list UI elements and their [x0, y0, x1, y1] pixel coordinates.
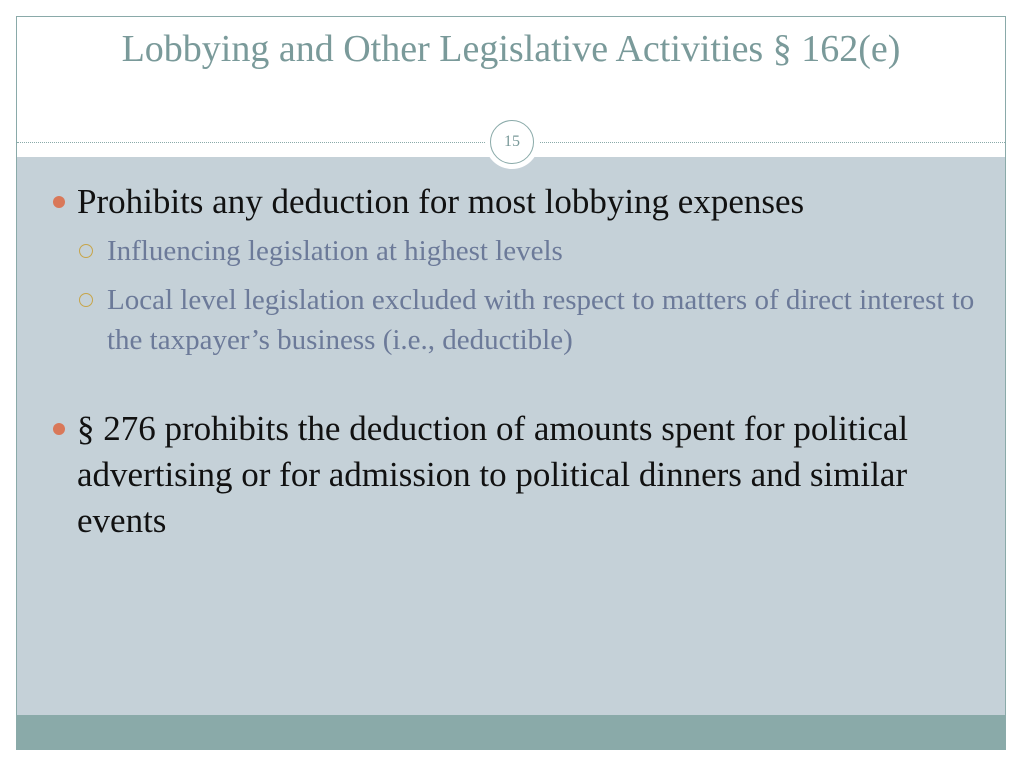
sub-bullet-item [77, 231, 981, 271]
sub-bullet-text: Local level legislation excluded with respect to matters of direct interest to the taxpayer’s business (i.e., deductible) [107, 284, 975, 356]
slide-title: Lobbying and Other Legislative Activities § 162(e) [121, 28, 901, 70]
bullet-item [51, 406, 981, 544]
bullet-item [51, 179, 981, 360]
sub-bullet-text: Influencing legislation at highest levels [107, 235, 563, 267]
bullet-list [51, 179, 981, 544]
sub-bullet-list [77, 231, 981, 360]
ring-bullet-icon [79, 244, 93, 258]
sub-bullet-item [77, 280, 981, 360]
slide-number-badge [485, 115, 539, 169]
slide [16, 16, 1006, 750]
bullet-dot-icon [53, 196, 65, 208]
bullet-text: Prohibits any deduction for most lobbying expenses [77, 182, 805, 221]
slide-number: 15 [490, 120, 534, 164]
bullet-dot-icon [53, 423, 65, 435]
footer-bar [17, 715, 1005, 749]
bullet-text: § 276 prohibits the deduction of amounts spent for political advertising or for admission to political dinners and similar events [77, 409, 909, 540]
ring-bullet-icon [79, 293, 93, 307]
